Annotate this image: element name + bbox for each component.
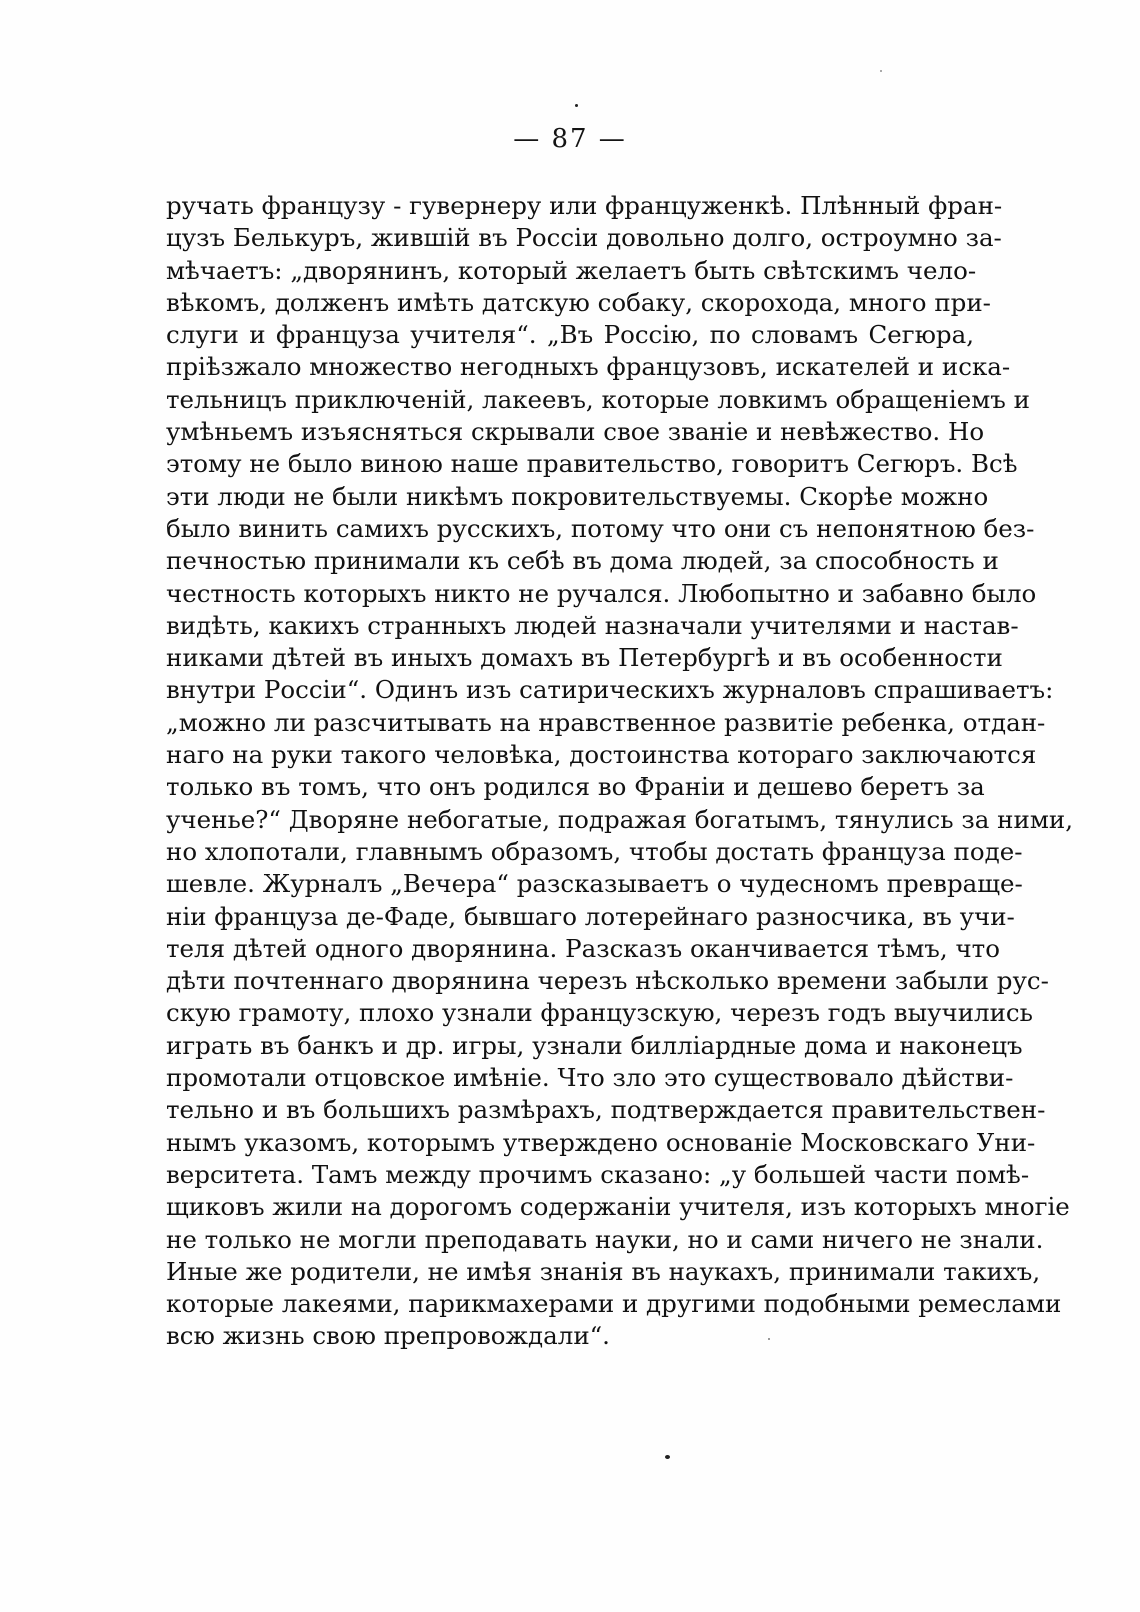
text-line: не только не могли преподавать науки, но и сами ничего не знали. bbox=[166, 1224, 1044, 1254]
scan-speck bbox=[575, 104, 578, 107]
text-line: ніи француза де-Фаде, бывшаго лотерейнаго разносчика, въ учи- bbox=[166, 901, 1015, 931]
text-line: „можно ли разсчитывать на нравственное развитіе ребенка, отдан- bbox=[166, 707, 1046, 737]
text-line: слуги и француза учителя“. „Въ Россію, по словамъ Сегюра, bbox=[166, 320, 974, 350]
text-line: этому не было виною наше правительство, говоритъ Сегюръ. Всѣ bbox=[166, 449, 1018, 479]
text-line: пріѣзжало множество негодныхъ французовъ, искателей и иска- bbox=[166, 352, 1011, 382]
text-line: печностью принимали къ себѣ въ дома людей, за способность и bbox=[166, 546, 999, 576]
text-line: умѣньемъ изъясняться скрывали свое званіе и невѣжество. Но bbox=[166, 417, 985, 447]
text-line: видѣть, какихъ странныхъ людей назначали учителями и настав- bbox=[166, 610, 1019, 640]
text-line: было винить самихъ русскихъ, потому что они съ непонятною без- bbox=[166, 513, 1035, 543]
text-line: которые лакеями, парикмахерами и другими подобными ремеслами bbox=[166, 1289, 1062, 1319]
text-line: никами дѣтей въ иныхъ домахъ въ Петербургѣ и въ особенности bbox=[166, 643, 1003, 673]
text-line: ученье?“ Дворяне небогатые, подражая богатымъ, тянулись за ними, bbox=[166, 804, 1073, 834]
text-line: честность которыхъ никто не ручался. Любопытно и забавно было bbox=[166, 578, 1037, 608]
text-line: играть въ банкъ и др. игры, узнали билліардные дома и наконецъ bbox=[166, 1030, 1023, 1060]
body-text bbox=[166, 190, 1073, 1353]
text-line: Иные же родители, не имѣя знанія въ наукахъ, принимали такихъ, bbox=[166, 1256, 1041, 1286]
text-line: тельницъ приключеній, лакеевъ, которые ловкимъ обращеніемъ и bbox=[166, 384, 1031, 414]
text-line-last: всю жизнь свою препровождали“. bbox=[166, 1321, 610, 1351]
text-line: дѣти почтеннаго дворянина черезъ нѣсколько времени забыли рус- bbox=[166, 966, 1049, 996]
text-line: только въ томъ, что онъ родился во Франіи и дешево беретъ за bbox=[166, 772, 985, 802]
text-line: верситета. Тамъ между прочимъ сказано: „у большей части помѣ- bbox=[166, 1159, 1030, 1189]
text-line: ручать французу - гувернеру или француженкѣ. Плѣнный фран- bbox=[166, 191, 1003, 220]
text-line: наго на руки такого человѣка, достоинства котораго заключаются bbox=[166, 740, 1037, 770]
text-line: промотали отцовское имѣніе. Что зло это существовало дѣйстви- bbox=[166, 1063, 1014, 1093]
text-line: цузъ Белькуръ, жившій въ Россіи довольно долго, остроумно за- bbox=[166, 223, 1002, 253]
text-line: но хлопотали, главнымъ образомъ, чтобы достать француза поде- bbox=[166, 836, 1023, 866]
page-number: — 87 — bbox=[513, 124, 627, 154]
scan-speck bbox=[768, 1338, 770, 1340]
text-line: шевле. Журналъ „Вечера“ разсказываетъ о чудесномъ превраще- bbox=[166, 869, 1023, 899]
text-line: тельно и въ большихъ размѣрахъ, подтверждается правительствен- bbox=[166, 1095, 1046, 1125]
scan-speck bbox=[665, 1455, 670, 1459]
scan-speck bbox=[880, 70, 882, 72]
text-line: теля дѣтей одного дворянина. Разсказъ оканчивается тѣмъ, что bbox=[166, 933, 1000, 963]
text-line: вѣкомъ, долженъ имѣть датскую собаку, скорохода, много при- bbox=[166, 287, 991, 317]
text-line: скую грамоту, плохо узнали французскую, черезъ годъ выучились bbox=[166, 998, 1033, 1028]
text-line: нымъ указомъ, которымъ утверждено основаніе Московскаго Уни- bbox=[166, 1127, 1036, 1157]
text-line: эти люди не были никѣмъ покровительствуемы. Скорѣе можно bbox=[166, 481, 989, 511]
text-line: мѣчаетъ: „дворянинъ, который желаетъ быть свѣтскимъ чело- bbox=[166, 255, 977, 285]
text-line: внутри Россіи“. Одинъ изъ сатирическихъ журналовъ спрашиваетъ: bbox=[166, 675, 1054, 705]
text-line: щиковъ жили на дорогомъ содержаніи учителя, изъ которыхъ многіе bbox=[166, 1192, 1070, 1222]
